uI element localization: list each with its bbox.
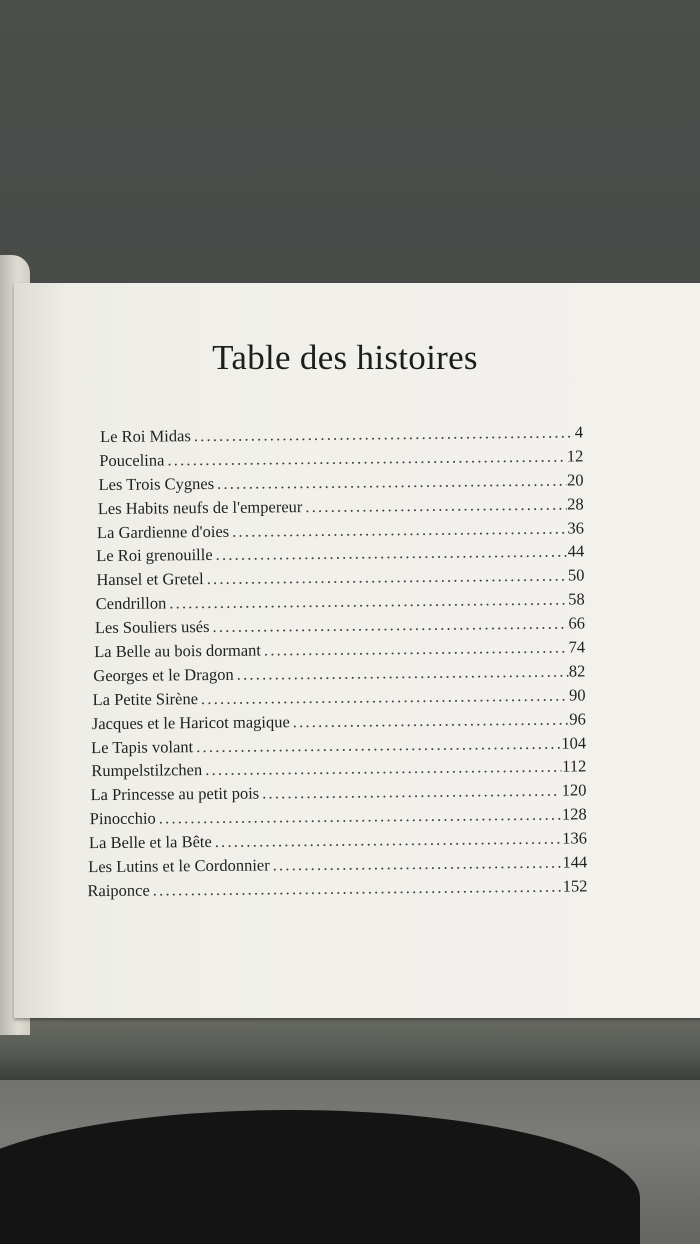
page-number: 58: [568, 589, 585, 609]
dot-leader: [232, 518, 567, 541]
dot-leader: [305, 494, 566, 517]
page-number: 20: [566, 470, 584, 490]
page-number: 12: [566, 446, 584, 466]
story-title: Poucelina: [99, 450, 165, 470]
page-number: 104: [561, 732, 587, 753]
story-title: Le Roi Midas: [99, 426, 191, 447]
story-title: Jacques et le Haricot magique: [91, 711, 290, 733]
story-title: Les Lutins et le Cordonnier: [88, 855, 270, 877]
book-cover-edge: [0, 1010, 700, 1080]
page-number: 128: [561, 804, 587, 824]
dot-leader: [217, 470, 566, 493]
page-number: 50: [567, 565, 585, 585]
dot-leader: [159, 805, 561, 829]
story-title: Les Habits neufs de l'empereur: [97, 496, 303, 518]
dot-leader: [293, 709, 569, 732]
dot-leader: [273, 853, 562, 876]
story-title: Le Roi grenouille: [96, 545, 213, 566]
dot-leader: [215, 829, 562, 852]
toc-entry: [87, 876, 587, 905]
dot-leader: [262, 781, 561, 804]
page-number: 112: [562, 756, 587, 777]
dot-leader: [216, 542, 567, 565]
dot-leader: [201, 685, 568, 709]
page-number: 44: [567, 541, 585, 562]
dot-leader: [153, 877, 562, 901]
story-title: La Princesse au petit pois: [90, 783, 260, 805]
page-number: 36: [567, 517, 585, 538]
page-number: 136: [562, 828, 588, 848]
dot-leader: [196, 733, 560, 756]
table-of-contents: [0, 421, 700, 906]
story-title: Cendrillon: [95, 593, 167, 614]
story-title: La Belle au bois dormant: [94, 640, 262, 662]
page-number: 66: [568, 613, 585, 633]
page-number: 28: [567, 494, 584, 514]
page-number: 82: [568, 661, 586, 681]
page-number: 90: [568, 685, 586, 705]
page-number: 4: [574, 422, 584, 442]
dot-leader: [167, 446, 566, 470]
page-number: 120: [561, 780, 587, 800]
page-number: 74: [568, 637, 586, 657]
dot-leader: [237, 661, 568, 684]
dot-leader: [207, 566, 567, 589]
story-title: Rumpelstilzchen: [91, 760, 203, 781]
story-title: La Belle et la Bête: [88, 832, 212, 853]
story-title: Raiponce: [87, 880, 150, 901]
story-title: Georges et le Dragon: [93, 664, 234, 686]
dot-leader: [205, 757, 561, 780]
dot-leader: [169, 590, 567, 614]
story-title: La Petite Sirène: [92, 688, 199, 709]
page-title: Table des histoires: [212, 338, 478, 377]
page-number: 96: [569, 709, 586, 729]
dot-leader: [194, 422, 574, 446]
story-title: Le Tapis volant: [90, 736, 194, 757]
page-number: 152: [562, 876, 588, 896]
dot-leader: [264, 638, 568, 661]
story-title: La Gardienne d'oies: [96, 521, 230, 542]
dot-leader: [212, 614, 567, 637]
story-title: Les Souliers usés: [94, 617, 210, 638]
story-title: Pinocchio: [89, 808, 156, 829]
page-number: 144: [562, 852, 588, 872]
story-title: Hansel et Gretel: [96, 569, 204, 590]
story-title: Les Trois Cygnes: [98, 473, 215, 494]
